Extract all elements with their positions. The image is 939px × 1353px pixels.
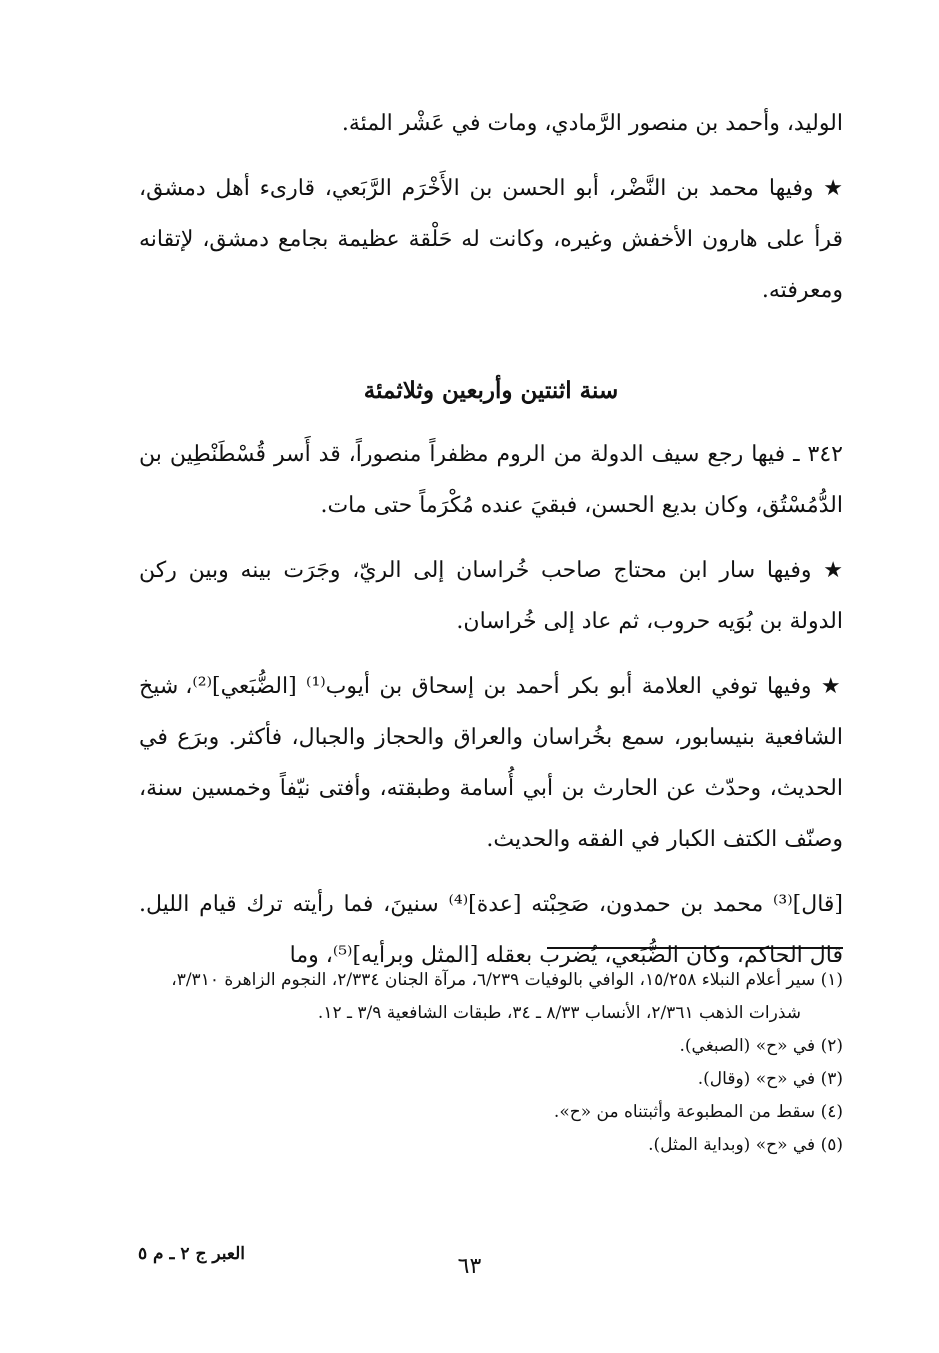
paragraph: ٣٤٢ ـ فيها رجع سيف الدولة من الروم مظفراً منصوراً، قد أَسر قُسْطَنْطِين بن الدُّمُسْتُق، وكان بديع الحسن، فبقيَ عنده مُكْرَماً حتى مات. [139,442,843,518]
main-text [139,98,843,981]
footnotes [139,964,843,1162]
footnote: (٥) في «ح» (وبداية المثل). [648,1135,843,1155]
printer-signature: العبر ج ٢ ـ م ٥ [138,1244,245,1264]
section-heading: سنة اثنتين وأربعين وثلاثمئة [363,377,619,404]
paragraph: ★ وفيها سار ابن محتاج صاحب خُراسان إلى الريّ، وجَرَت بينه وبين ركن الدولة بن بُوَيه حروب، ثم عاد إلى خُراسان. [139,558,843,634]
footnote: (٤) سقط من المطبوعة وأثبتناه من «ح». [553,1102,843,1122]
paragraph: ★ وفيها توفي العلامة أبو بكر أحمد بن إسحاق بن أيوب⁽¹⁾ [الضُّبَعي]⁽²⁾، شيخ الشافعية بنيسابور، سمع بخُراسان والعراق والحجاز والجبال، فأكثر. وبرَع في الحديث، وحدّث عن الحارث بن أبي أُسامة وطبقته، وأفتى نيّفاً وخمسين سنة، وصنّف الكتف الكبار في الفقه والحديث. [139,674,844,852]
paragraph: الوليد، وأحمد بن منصور الرَّمادي، ومات في عَشْر المئة. [341,111,843,136]
footnote: (١) سير أعلام النبلاء ١٥/٢٥٨، الوافي بالوفيات ٦/٢٣٩، مرآة الجنان ٢/٣٣٤، النجوم الزاهرة ٣/٣١٠، شذرات الذهب ٢/٣٦١، الأنساب ٨/٣٣ ـ ٣٤، طبقات الشافعية ٣/٩ ـ ١٢. [171,970,843,1023]
paragraph: [قال]⁽³⁾ محمد بن حمدون، صَحِبْته [عدة]⁽⁴⁾ سنينَ، فما رأيته ترك قيام الليل. قال الحاكم، وكان الضُّبَعي، يُضرب بعقله [المثل وبرأيه]⁽⁵⁾، وما [139,892,844,968]
footnote: (٢) في «ح» (الصبغي). [679,1036,843,1056]
page-number: ٦٣ [457,1254,482,1279]
footnote: (٣) في «ح» (وقال). [697,1069,843,1089]
footnote-divider [547,947,843,949]
paragraph: ★ وفيها محمد بن النَّضْر، أبو الحسن بن الأَخْرَم الرَّبَعي، قارىء أهل دمشق، قرأ على هارون الأخفش وغيره، وكانت له حَلْقة عظيمة بجامع دمشق، لإتقانه ومعرفته. [139,176,843,303]
